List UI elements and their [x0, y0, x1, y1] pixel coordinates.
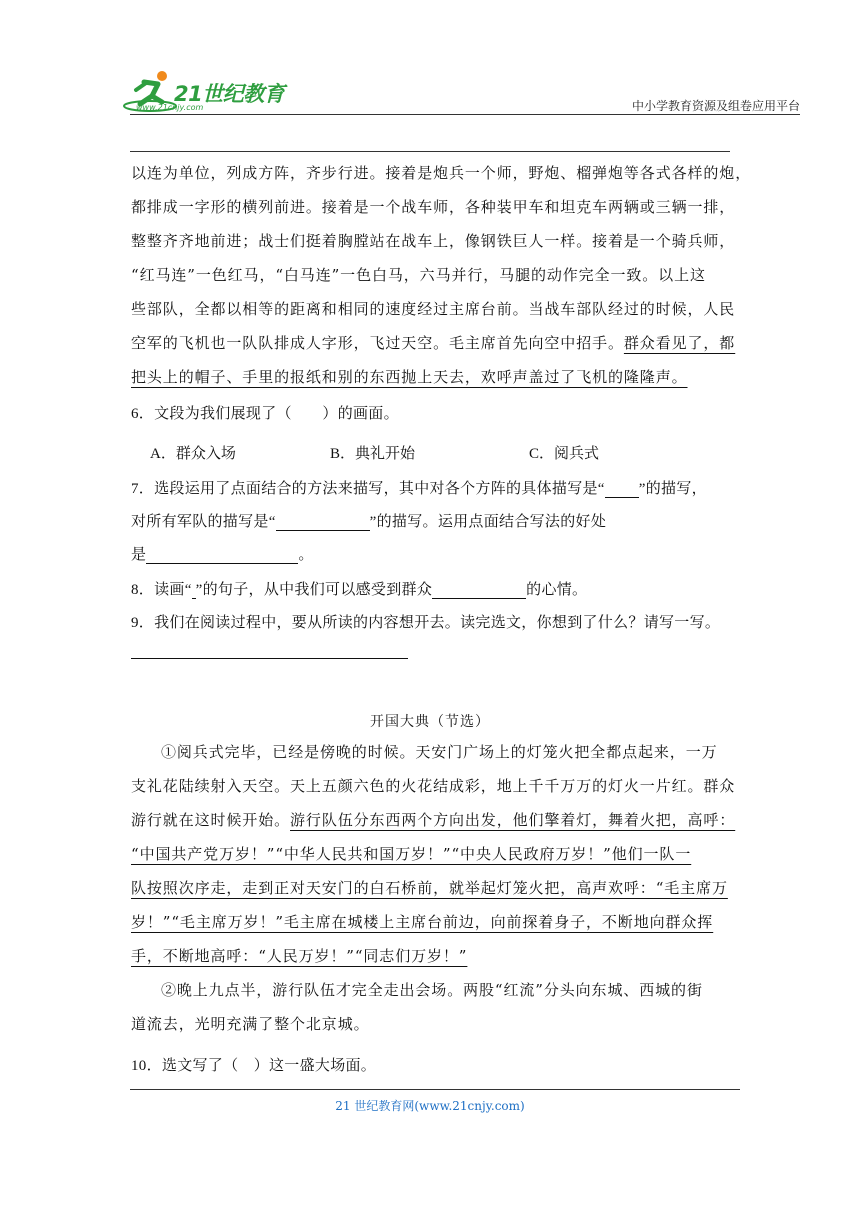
passage-2-title: 开国大典（节选）	[370, 714, 490, 730]
passage-2-text: 游行就在这时候开始。	[131, 811, 291, 829]
passage-1-line: 都排成一字形的横列前进。接着是一个战车师，各种装甲车和坦克车两辆或三辆一排，	[131, 198, 736, 216]
underlined-sentence: 群众看见了，都	[623, 334, 736, 352]
passage-1-line	[131, 326, 736, 360]
question-7-text: 是	[131, 547, 147, 563]
question-6: 6．文段为我们展现了（ ）的画面。	[131, 406, 399, 422]
logo-title: 21世纪教育	[174, 82, 285, 106]
passage-2-line	[131, 939, 731, 973]
question-9: 9．我们在阅读过程中，要从所读的内容想开去。读完选文，你想到了什么？请写一写。	[131, 615, 721, 631]
question-7-line-1	[131, 477, 707, 498]
passage-1-line: 以连为单位，列成方阵，齐步行进。接着是炮兵一个师，野炮、榴弹炮等各式各样的炮，	[131, 164, 752, 182]
option-a[interactable]: A．群众入场	[150, 446, 236, 462]
passage-1-line: 整整齐齐地前进；战士们挺着胸膛站在战车上，像钢铁巨人一样。接着是一个骑兵师，	[131, 232, 736, 250]
question-8	[131, 578, 587, 599]
underlined-sentence: 游行队伍分东西两个方向出发，他们擎着灯，舞着火把，高呼：	[290, 811, 736, 829]
question-9-answer-line[interactable]	[131, 658, 408, 659]
underlined-sentence: 岁！”“毛主席万岁！”毛主席在城楼上主席台前边，向前探着身子，不断地向群众挥	[131, 913, 714, 931]
header-divider	[130, 114, 800, 115]
answer-blank[interactable]	[146, 547, 298, 564]
question-8-text: ”的句子，从中我们可以感受到群众	[195, 582, 433, 598]
underlined-sentence: “中国共产党万岁！”“中华人民共和国万岁！”“中央人民政府万岁！”他们一队一	[131, 845, 692, 863]
question-7-text: 对所有军队的描写是“	[131, 514, 276, 530]
footer-divider	[130, 1089, 740, 1090]
answer-blank[interactable]	[432, 582, 526, 599]
option-c[interactable]: C．阅兵式	[529, 446, 600, 462]
passage-2-line: ②晚上九点半，游行队伍才完全走出会场。两股“红流”分头向东城、西城的街	[161, 981, 703, 999]
question-7-text: 7．选段运用了点面结合的方法来描写，其中对各个方阵的具体描写是“	[131, 481, 605, 497]
passage-2-line	[131, 803, 736, 837]
passage-1-text: 空军的飞机也一队队排成人字形，飞过天空。毛主席首先向空中招手。	[131, 334, 624, 352]
question-7-line-3	[131, 543, 314, 564]
passage-1	[131, 156, 752, 394]
site-logo	[122, 68, 292, 118]
underlined-sentence: 手，不断地高呼：“人民万岁！”“同志们万岁！”	[131, 947, 468, 965]
passage-2	[131, 735, 736, 1041]
question-7-line-2	[131, 510, 606, 531]
option-b[interactable]: B．典礼开始	[330, 446, 416, 462]
question-8-text: 8．读画“	[131, 582, 192, 598]
underlined-sentence: 把头上的帽子、手里的报纸和别的东西抛上天去，欢呼声盖过了飞机的隆隆声。	[131, 368, 688, 386]
passage-2-line: ①阅兵式完毕，已经是傍晚的时候。天安门广场上的灯笼火把全都点起来，一万	[161, 743, 718, 761]
passage-2-line: 道流去，光明充满了整个北京城。	[131, 1015, 370, 1033]
logo-url: www.21cnjy.com	[136, 103, 204, 112]
underlined-sentence: 队按照次序走，走到正对天安门的白石桥前，就举起灯笼火把，高声欢呼：“毛主席万	[131, 879, 728, 897]
passage-1-line: “红马连”一色红马，“白马连”一色白马，六马并行，马腿的动作完全一致。以上这	[131, 266, 706, 284]
question-10: 10．选文写了（ ）这一盛大场面。	[131, 1058, 377, 1074]
question-6-options	[0, 442, 860, 462]
answer-blank[interactable]	[605, 481, 639, 498]
passage-2-line: 支礼花陆续射入天空。天上五颜六色的火花结成彩，地上千千万万的灯火一片红。群众	[131, 777, 736, 795]
passage-1-line: 些部队，全都以相等的距离和相同的速度经过主席台前。当战车部队经过的时候，人民	[131, 300, 736, 318]
question-7-text: 。	[298, 547, 314, 563]
answer-blank[interactable]	[276, 514, 370, 531]
footer-link[interactable]: 21 世纪教育网(www.21cnjy.com)	[335, 1099, 525, 1113]
question-7-text: ”的描写，	[638, 481, 707, 497]
header-platform-text: 中小学教育资源及组卷应用平台	[631, 99, 800, 113]
question-8-text: 的心情。	[526, 582, 588, 598]
passage-top-divider	[130, 151, 730, 152]
question-7-text: ”的描写。运用点面结合写法的好处	[369, 514, 607, 530]
